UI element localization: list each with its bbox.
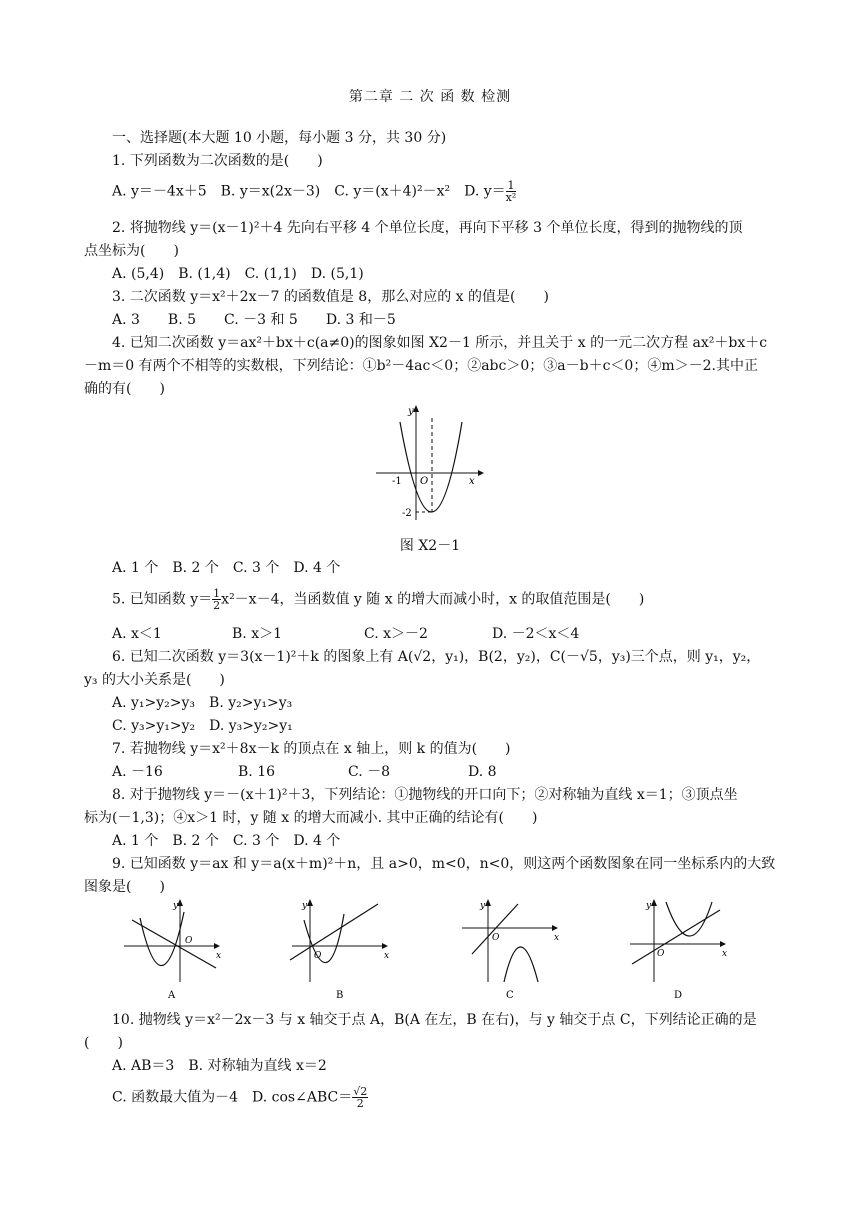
q7-opt-b: B. 16 [238,764,276,780]
q10-options1: A. AB＝3 B. 对称轴为直线 x＝2 [112,1058,327,1074]
q4-line2: －m＝0 有两个不相等的实数根，下列结论：①b²－4ac＜0；②abc＞0；③a－b＋c＜0；④m＞－2.其中正 [84,358,758,374]
q10-options2 [112,1086,782,1109]
q9b-x-label: x [384,951,390,961]
q7-opt-c: C. －8 [348,764,391,780]
q5-opt-a: A. x＜1 [112,626,162,642]
q4-figure-caption: 图 X2－1 [399,538,461,554]
q5-frac-num: 1 [213,587,221,600]
q5-stem-b: x²－x－4，当函数值 y 随 x 的增大而减小时，x 的取值范围是( ) [221,591,645,608]
q1-frac-num: 1 [507,179,515,192]
q1-stem: 1. 下列函数为二次函数的是( ) [112,153,323,169]
q5-opt-b: B. x＞1 [232,626,282,642]
q9d-origin: O [657,949,665,959]
q10-options2-text: C. 函数最大值为－4 D. cos∠ABC＝ [112,1089,353,1106]
q4-x-arrow [478,470,484,476]
q5-opt-c: C. x＞－2 [364,626,428,642]
q9-line1: 9. 已知函数 y＝ax 和 y＝a(x＋m)²＋n，且 a>0，m<0，n<0，则这两个函数图象在同一坐标系内的大致 [112,856,776,872]
q4-x-label: x [469,476,475,487]
q4-neg1-label: -1 [392,476,402,487]
q9d-caption: D [674,990,683,1001]
q9b-y-arrow [307,899,313,906]
q9-graph-d [624,898,734,1004]
q4-y-arrow [413,405,419,412]
q9c-y-arrow [485,899,491,906]
q9d-parabola [666,902,712,936]
q9-line2: 图象是( ) [84,879,165,895]
q9b-x-arrow [382,943,388,949]
q9c-caption: C [506,990,514,1001]
q6-line1: 6. 已知二次函数 y＝3(x－1)²＋k 的图象上有 A(√2，y₁)，B(2，y₂)，C(－√5，y₃)三个点，则 y₁，y₂， [112,649,761,665]
q9b-origin: O [314,951,322,961]
q9a-x-arrow [214,943,220,949]
q9b-line [290,904,378,960]
q4-parabola-figure [370,402,488,524]
q5-frac-den: 2 [213,599,221,612]
q6-options1: A. y₁>y₂>y₃ B. y₂>y₁>y₃ [112,695,293,711]
q9d-x-arrow [720,941,726,947]
q9a-caption: A [168,990,176,1001]
q9c-parabola [504,947,538,982]
q8-line2: 标为(－1,3)；④x＞1 时，y 随 x 的增大而减小. 其中正确的结论有( ) [84,810,538,826]
q6-line2: y₃ 的大小关系是( ) [84,672,225,688]
q5-fraction [212,588,221,611]
q9d-x-label: x [722,949,728,959]
q9a-y-label: y [173,901,179,911]
q9c-x-label: x [554,933,560,943]
q9-graph-b [286,898,396,1004]
q9c-y-label: y [480,901,486,911]
section-heading: 一、选择题(本大题 10 小题，每小题 3 分，共 30 分) [112,130,447,146]
q7-opt-a: A. －16 [112,764,163,780]
q5-opt-d: D. －2＜x＜4 [492,626,580,642]
q1-options [112,180,782,203]
q10-line1: 10. 抛物线 y＝x²－2x－3 与 x 轴交于点 A，B(A 在左，B 在右)，与 y 轴交于点 C，下列结论正确的是 [112,1012,757,1028]
q5-stem-a: 5. 已知函数 y＝ [112,591,213,608]
q4-options: A. 1 个 B. 2 个 C. 3 个 D. 4 个 [112,560,341,576]
q9d-y-arrow [651,899,657,906]
q9c-origin: O [492,933,500,943]
q4-neg2-label: -2 [402,508,412,519]
q9a-origin: O [185,936,193,946]
q1-frac-den: x² [505,191,517,204]
q1-options-text: A. y＝－4x＋5 B. y＝x(2x－3) C. y＝(x＋4)²－x² D. y＝ [112,183,506,200]
q9-graph-c [456,898,566,1004]
q10-fraction [352,1086,368,1109]
q9b-caption: B [336,990,344,1001]
q7-stem: 7. 若抛物线 y＝x²＋8x－k 的顶点在 x 轴上，则 k 的值为( ) [112,741,511,757]
q9a-x-label: x [216,951,222,961]
q4-line1: 4. 已知二次函数 y＝ax²＋bx＋c(a≠0)的图象如图 X2－1 所示，并且关于 x 的一元二次方程 ax²＋bx＋c [112,335,768,351]
q9a-parabola [140,912,184,966]
q4-origin-label: O [420,476,429,487]
q3-options: A. 3 B. 5 C. －3 和 5 D. 3 和－5 [112,312,396,328]
q9d-line [632,910,720,964]
q10-frac-den: 2 [356,1097,364,1110]
q9a-line [132,920,216,968]
q9d-y-label: y [646,901,652,911]
q6-options2: C. y₃>y₁>y₂ D. y₃>y₂>y₁ [112,718,293,734]
q2-options: A. (5,4) B. (1,4) C. (1,1) D. (5,1) [112,266,364,282]
q4-line3: 确的有( ) [84,381,165,397]
q10-frac-num: √2 [353,1085,368,1098]
q1-fraction [506,180,517,203]
q4-parabola-curve [400,422,462,512]
q9b-y-label: y [302,901,308,911]
q5-stem [112,588,782,611]
q9-graph-a [118,898,228,1004]
page-title: 第二章 二 次 函 数 检测 [348,89,512,105]
q7-opt-d: D. 8 [468,764,497,780]
q9c-line [472,904,518,954]
q2-line2: 点坐标为( ) [84,243,179,259]
q4-y-label: y [408,406,414,417]
q8-options: A. 1 个 B. 2 个 C. 3 个 D. 4 个 [112,833,341,849]
q10-line2: ( ) [84,1035,123,1051]
q2-line1: 2. 将抛物线 y＝(x－1)²＋4 先向右平移 4 个单位长度，再向下平移 3 个单位长度，得到的抛物线的顶 [112,220,743,236]
q9c-x-arrow [552,925,558,931]
q3-stem: 3. 二次函数 y＝x²＋2x－7 的函数值是 8，那么对应的 x 的值是( ) [112,289,549,305]
q8-line1: 8. 对于抛物线 y＝－(x＋1)²＋3，下列结论：①抛物线的开口向下；②对称轴为直线 x＝1；③顶点坐 [112,787,738,803]
